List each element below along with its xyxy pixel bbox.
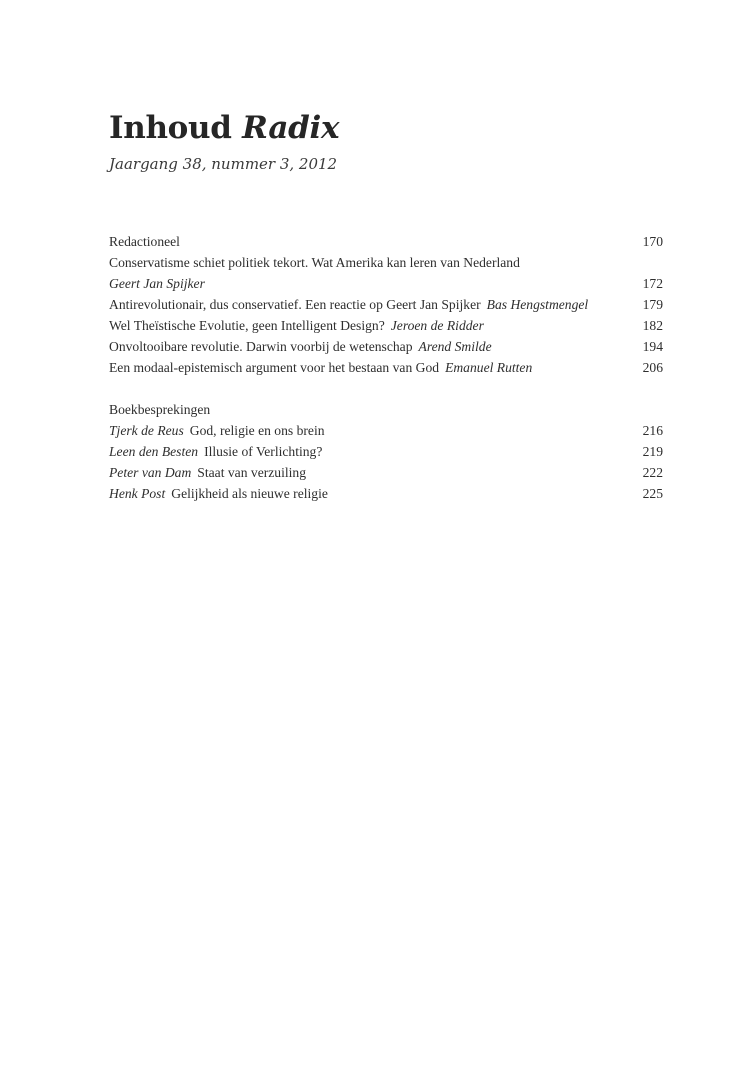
entry-title: Gelijkheid als nieuwe religie	[171, 486, 328, 501]
toc-entry	[109, 273, 663, 294]
toc-entry	[109, 294, 663, 315]
entry-author: Jeroen de Ridder	[390, 318, 484, 333]
entry-text	[109, 294, 588, 315]
entry-text	[109, 357, 532, 378]
title-plain: Inhoud	[109, 110, 232, 146]
entry-title: Redactioneel	[109, 234, 180, 249]
entry-title: God, religie en ons brein	[189, 423, 325, 438]
page-number: 194	[642, 339, 663, 354]
entry-title: Conservatisme schiet politiek tekort. Wat Amerika kan leren van Nederland	[109, 255, 520, 270]
entry-title: Wel Theïstische Evolutie, geen Intelligent Design?	[109, 318, 385, 333]
page-title	[109, 108, 663, 148]
toc-entry	[109, 420, 663, 441]
toc-entry	[109, 462, 663, 483]
entry-title: Een modaal-epistemisch argument voor het bestaan van God	[109, 360, 440, 375]
entry-text	[109, 483, 328, 504]
toc-entry	[109, 252, 663, 273]
entry-author: Leen den Besten	[109, 444, 199, 459]
issue-subtitle: Jaargang 38, nummer 3, 2012	[109, 155, 338, 173]
toc-list	[109, 231, 663, 504]
entry-author: Tjerk de Reus	[109, 423, 184, 438]
toc-entry	[109, 483, 663, 504]
toc-entry	[109, 336, 663, 357]
page-number: 216	[642, 423, 663, 438]
page-number: 179	[642, 297, 663, 312]
page-number: 182	[642, 318, 663, 333]
page-number: 170	[642, 234, 663, 249]
page-number: 219	[642, 444, 663, 459]
entry-author: Henk Post	[109, 486, 166, 501]
entry-text	[109, 441, 322, 462]
entry-author: Peter van Dam	[109, 465, 192, 480]
entry-title: Staat van verzuiling	[197, 465, 307, 480]
toc-entry	[109, 315, 663, 336]
page-number: 225	[642, 486, 663, 501]
page-number: 206	[642, 360, 663, 375]
entry-text	[109, 336, 492, 357]
toc-entry	[109, 441, 663, 462]
entry-text	[109, 420, 325, 441]
toc-entry	[109, 231, 663, 252]
entry-author: Emanuel Rutten	[445, 360, 533, 375]
section-heading	[109, 399, 663, 420]
toc-entry	[109, 357, 663, 378]
entry-title: Antirevolutionair, dus conservatief. Een reactie op Geert Jan Spijker	[109, 297, 481, 312]
section-spacer	[109, 378, 663, 399]
title-italic: Radix	[242, 110, 340, 146]
page-number: 222	[642, 465, 663, 480]
entry-text	[109, 315, 484, 336]
entry-author: Bas Hengstmengel	[486, 297, 589, 312]
entry-author: Arend Smilde	[418, 339, 492, 354]
table-of-contents-page	[109, 108, 663, 501]
entry-title: Illusie of Verlichting?	[204, 444, 323, 459]
entry-title: Onvoltooibare revolutie. Darwin voorbij de wetenschap	[109, 339, 413, 354]
page-number: 172	[642, 276, 663, 291]
reviews-heading: Boekbesprekingen	[109, 402, 211, 417]
entry-author: Geert Jan Spijker	[109, 276, 205, 291]
entry-text	[109, 462, 306, 483]
